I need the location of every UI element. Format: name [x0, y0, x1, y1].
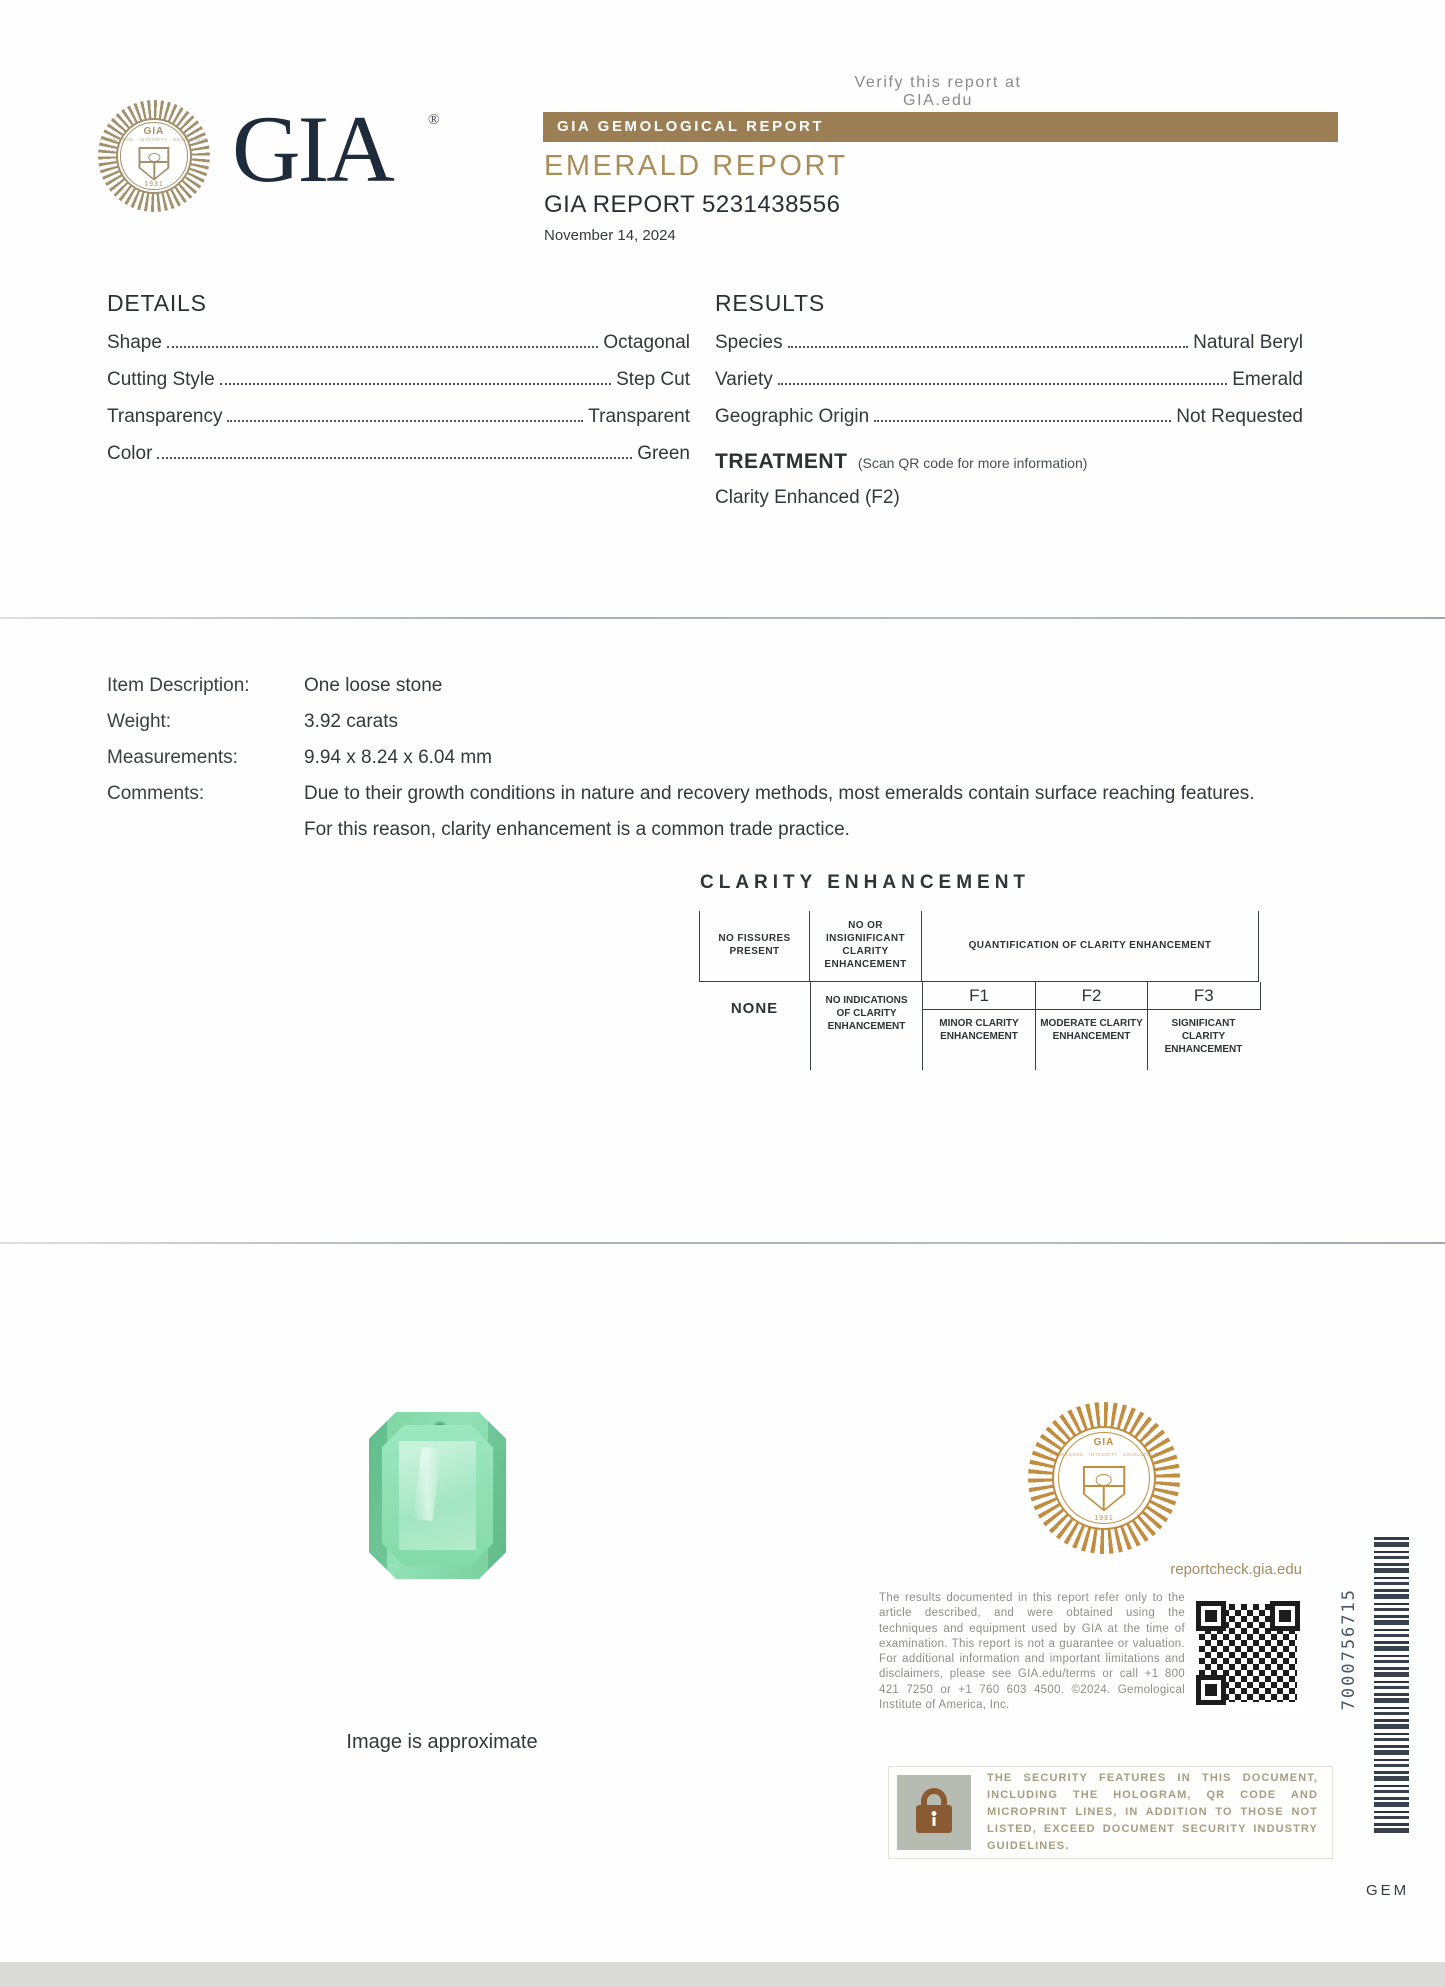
grade-code: F2 — [1036, 982, 1147, 1010]
detail-label: Cutting Style — [107, 369, 215, 390]
item-label: Measurements: — [107, 747, 238, 768]
detail-label: Shape — [107, 332, 162, 353]
treatment-title: TREATMENT — [715, 450, 848, 473]
detail-label: Transparency — [107, 406, 223, 427]
result-row-species — [715, 331, 1303, 354]
result-row-variety — [715, 368, 1303, 391]
grade-label: SIGNIFICANT CLARITY ENHANCEMENT — [1164, 1018, 1243, 1055]
report-date: November 14, 2024 — [544, 227, 676, 244]
seal-motto-text: KNOWLEDGE · INTEGRITY · EXCELLENCE — [100, 136, 208, 142]
page-fold-line-bottom — [0, 1242, 1445, 1244]
clarity-table-body-row — [699, 982, 1259, 1070]
result-value: Not Requested — [1176, 406, 1303, 427]
insignificant-enhancement-header: NO OR INSIGNIFICANT CLARITY ENHANCEMENT — [810, 911, 922, 981]
detail-value: Transparent — [588, 406, 690, 427]
clarity-enhancement-title: CLARITY ENHANCEMENT — [700, 872, 1031, 893]
details-section — [107, 290, 690, 465]
grade-label: MODERATE CLARITY ENHANCEMENT — [1040, 1018, 1143, 1042]
gia-gold-foil-seal — [1028, 1402, 1180, 1554]
emerald-photo — [369, 1412, 506, 1579]
result-value: Natural Beryl — [1193, 332, 1303, 353]
registered-mark: ® — [428, 112, 440, 128]
item-description-section — [107, 668, 1365, 848]
treatment-block — [715, 450, 1303, 509]
detail-row-cutting-style — [107, 368, 690, 391]
verify-report-text: Verify this report at GIA.edu — [854, 74, 1022, 109]
dotted-leader — [778, 383, 1228, 385]
result-value: Emerald — [1232, 369, 1303, 390]
item-label: Item Description: — [107, 675, 250, 696]
item-comments-value: Due to their growth conditions in nature and recovery methods, most emeralds contain surface reaching features. For this reason, clarity enhancement is a common trade practice. — [304, 783, 1255, 840]
stone-table-facet — [399, 1441, 476, 1550]
dotted-leader — [220, 383, 611, 385]
result-label: Geographic Origin — [715, 406, 870, 427]
security-note-text: THE SECURITY FEATURES IN THIS DOCUMENT, INCLUDING THE HOLOGRAM, QR CODE AND MICROPRINT LINES, IN ADDITION TO THOSE NOT LISTED, EXCEED DOCUMENT SECURITY INDUSTRY GUIDELINES. — [987, 1772, 1318, 1852]
disclaimer-text: The results documented in this report refer only to the article described, and were obtained using the techniques and equipment used by GIA at the time of examination. This report is not a guarantee or valuation. For additional information and important limitations and disclaimers, please see GIA.edu/terms or call +1 800 421 7250 or +1 760 603 4500. ©2024. Gemological Institute of America, Inc. — [879, 1592, 1185, 1712]
image-approximate-caption: Image is approximate — [346, 1731, 538, 1753]
seal-brand-text: GIA — [143, 125, 165, 137]
reportcheck-url: reportcheck.gia.edu — [1170, 1561, 1302, 1578]
qr-finder-top-right — [1270, 1601, 1300, 1631]
item-value: 9.94 x 8.24 x 6.04 mm — [304, 747, 492, 768]
gia-wordmark: GIA — [232, 96, 392, 202]
grade-f2-cell — [1035, 982, 1147, 1070]
quantification-header: QUANTIFICATION OF CLARITY ENHANCEMENT — [922, 911, 1259, 981]
barcode-number: 7000756715 — [1339, 1588, 1359, 1711]
seal-year-text: · 1931 · — [1087, 1515, 1121, 1523]
results-title: RESULTS — [715, 290, 825, 316]
grade-f3-cell — [1147, 982, 1259, 1070]
none-value: NONE — [730, 1000, 779, 1017]
item-label: Comments: — [107, 783, 205, 804]
stone-highlight — [413, 1447, 442, 1521]
detail-label: Color — [107, 443, 153, 464]
page-fold-line-top — [0, 617, 1445, 619]
grade-f1-cell — [923, 982, 1035, 1070]
grade-code: F3 — [1148, 982, 1261, 1010]
dotted-leader — [157, 457, 632, 459]
details-title: DETAILS — [107, 290, 207, 316]
item-label: Weight: — [107, 711, 172, 732]
dotted-leader — [874, 420, 1171, 422]
clarity-enhancement-table — [699, 911, 1259, 1070]
report-header-bar — [543, 112, 1338, 142]
seal-year-text: · 1931 · — [137, 181, 171, 189]
qr-code — [1194, 1599, 1302, 1707]
dotted-leader — [788, 346, 1189, 348]
item-value: One loose stone — [304, 675, 443, 696]
detail-row-shape — [107, 331, 690, 354]
no-indications-value: NO INDICATIONS OF CLARITY ENHANCEMENT — [810, 982, 922, 1070]
grade-label: MINOR CLARITY ENHANCEMENT — [939, 1018, 1019, 1042]
gia-seal-logo — [98, 100, 210, 212]
detail-value: Octagonal — [603, 332, 690, 353]
no-fissures-header: NO FISSURES PRESENT — [699, 911, 810, 981]
treatment-value: Clarity Enhanced (F2) — [715, 487, 900, 508]
clarity-table-header-row — [699, 911, 1259, 982]
dotted-leader — [167, 346, 598, 348]
lock-icon — [897, 1775, 971, 1850]
document-code: GEM — [1366, 1882, 1410, 1899]
result-label: Species — [715, 332, 783, 353]
report-type-title: EMERALD REPORT — [544, 150, 848, 182]
detail-row-transparency — [107, 405, 690, 428]
seal-brand-text: GIA — [1093, 1436, 1115, 1448]
dotted-leader — [227, 420, 583, 422]
qr-finder-top-left — [1196, 1601, 1226, 1631]
report-number: GIA REPORT 5231438556 — [544, 191, 841, 218]
result-label: Variety — [715, 369, 773, 390]
detail-row-color — [107, 442, 690, 465]
detail-value: Step Cut — [616, 369, 690, 390]
result-row-geographic-origin — [715, 405, 1303, 428]
security-note-box — [888, 1766, 1333, 1859]
seal-motto-text: KNOWLEDGE · INTEGRITY · EXCELLENCE — [1050, 1452, 1158, 1458]
barcode — [1374, 1537, 1409, 1833]
results-section — [715, 290, 1303, 509]
grade-code: F1 — [923, 982, 1035, 1010]
qr-finder-bottom-left — [1196, 1675, 1226, 1705]
treatment-note: (Scan QR code for more information) — [857, 455, 1088, 471]
item-value: 3.92 carats — [304, 711, 398, 732]
scan-edge-strip — [0, 1962, 1445, 1987]
report-header-bar-title: GIA GEMOLOGICAL REPORT — [557, 118, 825, 135]
detail-value: Green — [637, 443, 690, 464]
grade-columns — [922, 982, 1259, 1070]
